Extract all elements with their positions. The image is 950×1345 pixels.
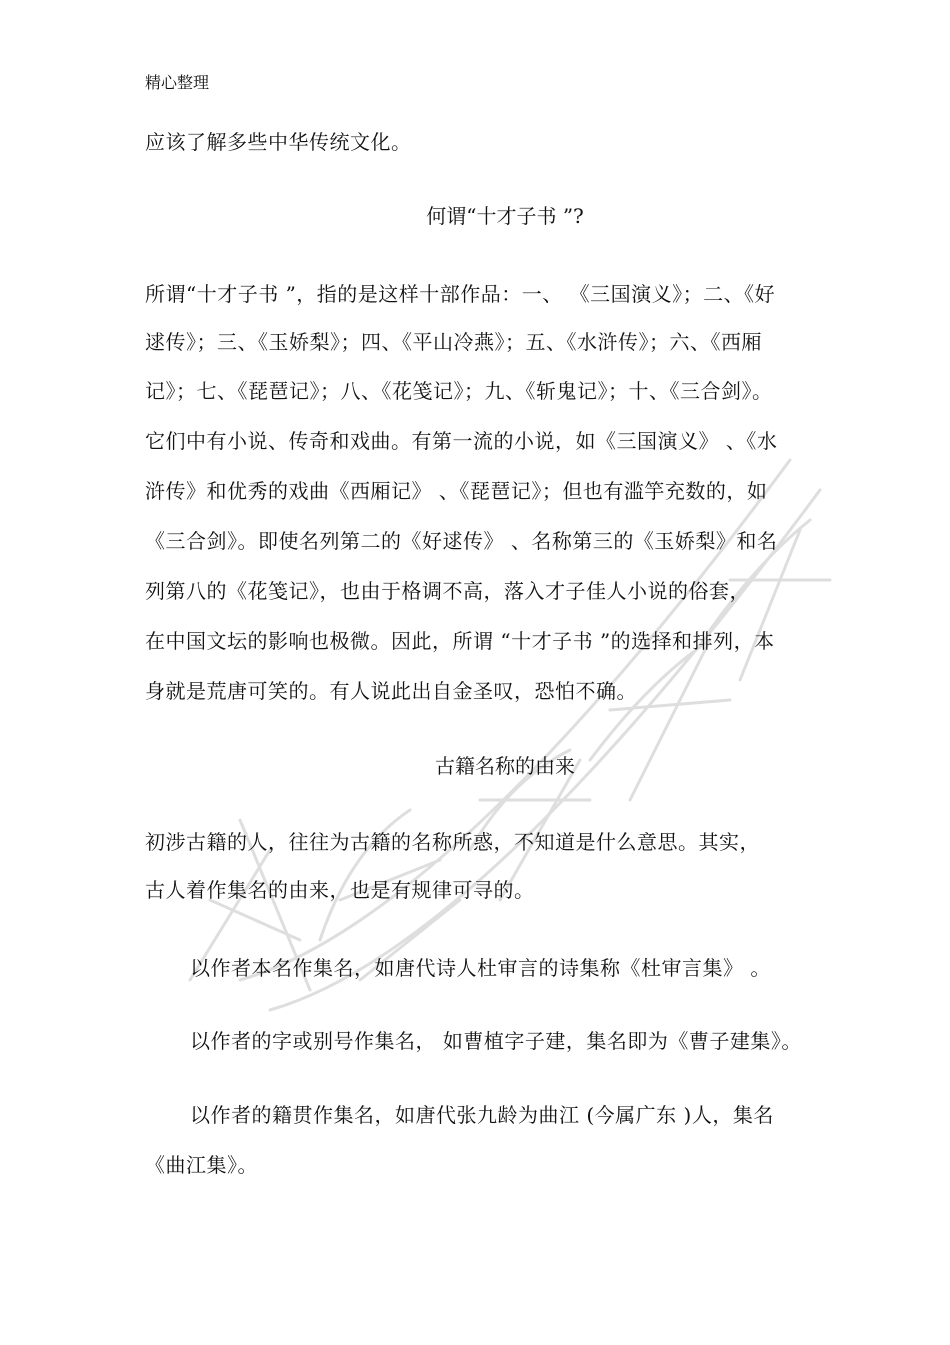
paragraph-line: 以作者的籍贯作集名，如唐代张九龄为曲江 (今属广东 )人，集名	[190, 1103, 774, 1127]
paragraph-line: 《曲江集》。	[145, 1153, 258, 1177]
paragraph-line: 《三合剑》。即使名列第二的《好逑传》 、名称第三的《玉娇梨》和名	[145, 529, 778, 553]
paragraph-line: 在中国文坛的影响也极微。因此，所谓 “十才子书 ”的选择和排列，本	[145, 629, 775, 653]
paragraph-line: 初涉古籍的人，往往为古籍的名称所惑，不知道是什么意思。其实，	[145, 830, 760, 854]
section-heading-book-names: 古籍名称的由来	[435, 754, 575, 778]
paragraph-line: 记》；七、《琵琶记》；八、《花笺记》；九、《斩鬼记》；十、《三合剑》。	[145, 379, 773, 403]
paragraph-line: 它们中有小说、传奇和戏曲。有第一流的小说，如《三国演义》 、《水	[145, 429, 778, 453]
paragraph-line: 以作者的字或别号作集名， 如曹植字子建，集名即为《曹子建集》。	[190, 1029, 802, 1053]
paragraph-line: 所谓“十才子书 ”，指的是这样十部作品：一、 《三国演义》；二、《好	[145, 282, 776, 306]
paragraph-line: 列第八的《花笺记》，也由于格调不高，落入才子佳人小说的俗套，	[145, 579, 750, 603]
paragraph-line: 身就是荒唐可笑的。有人说此出自金圣叹，恐怕不确。	[145, 679, 637, 703]
intro-line: 应该了解多些中华传统文化。	[145, 130, 412, 154]
paragraph-line: 以作者本名作集名，如唐代诗人杜审言的诗集称《杜审言集》 。	[190, 956, 771, 980]
paragraph-line: 古人着作集名的由来，也是有规律可寻的。	[145, 878, 535, 902]
page-header: 精心整理	[145, 73, 210, 92]
paragraph-line: 逑传》；三、《玉娇梨》；四、《平山冷燕》；五、《水浒传》；六、《西厢	[145, 330, 762, 354]
paragraph-line: 浒传》和优秀的戏曲《西厢记》 、《琵琶记》；但也有滥竽充数的，如	[145, 479, 768, 503]
section-heading-ten-books: 何谓“十才子书 ”?	[426, 204, 584, 228]
